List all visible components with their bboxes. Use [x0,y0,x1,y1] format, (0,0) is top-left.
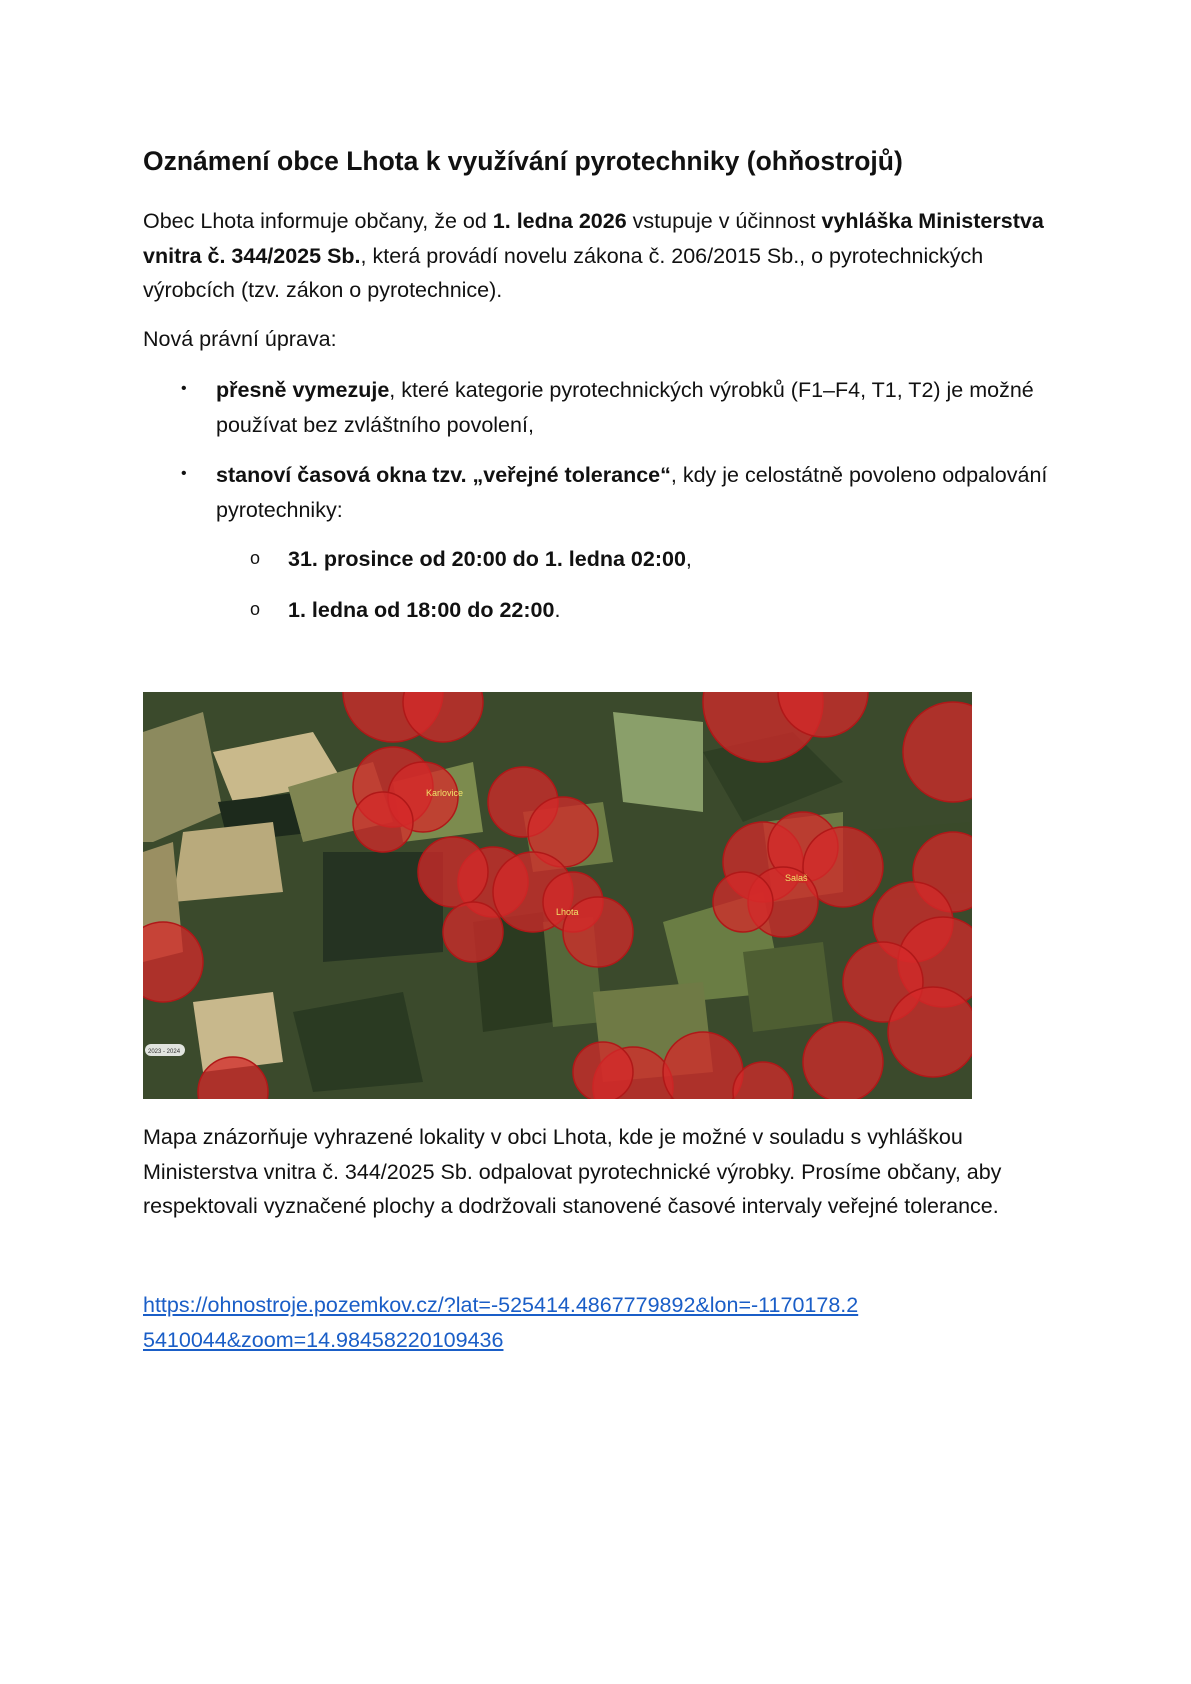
map-link[interactable]: https://ohnostroje.pozemkov.cz/?lat=-525414.4867779892&lon=-1170178.25410044&zoom=14.98458220109436 [143,1293,859,1352]
intro-decree: vyhláška Ministerstva vnitra č. 344/2025 Sb. [143,209,1044,268]
map-label-lhota: Lhota [556,907,579,917]
map-label-karlovice: Karlovice [426,788,464,798]
page-title: Oznámení obce Lhota k využívání pyrotechniky (ohňostrojů) [143,146,903,176]
list-item-bold: přesně vymezuje [216,378,390,402]
map-caption: Mapa znázorňuje vyhrazené lokality v obci Lhota, kde je možné v souladu s vyhláškou Ministerstva vnitra č. 344/2025 Sb. odpalovat pyrotechnické výrobky. Prosíme občany, aby respektovali vyznačené plochy a dodržovali stanovené časové intervaly veřejné tolerance. [143,1125,1002,1218]
intro-text-3: , která provádí novelu zákona č. 206/2015 Sb., o pyrotechnických výrobcích (tzv. zákon o pyrotechnice). [143,243,984,302]
list-item-text: , které kategorie pyrotechnických výrobků (F1–F4, T1, T2) je možné používat bez zvláštního povolení, [216,378,1034,437]
lead-text: Nová právní úprava: [143,327,337,351]
sub-list-item-bold: 1. ledna od 18:00 do 22:00 [288,598,555,622]
bullet-marker: • [181,465,187,482]
list-item-text: , kdy je celostátně povoleno odpalování pyrotechniky: [216,463,1048,522]
list-item [216,458,1076,527]
intro-date: 1. ledna 2026 [492,209,627,233]
map-image [143,692,972,1099]
sub-list-item [288,593,560,628]
sub-list-item-bold: 31. prosince od 20:00 do 1. ledna 02:00 [288,547,686,571]
bullet-marker: • [181,380,187,397]
intro-text-2: vstupuje v účinnost [626,209,822,233]
map-watermark: 2023 - 2024 [148,1049,181,1055]
sub-list-item-text: , [685,547,692,571]
list-item [216,373,1076,442]
intro-text-1: Obec Lhota informuje občany, že od [143,209,493,233]
map-label-salas: Salaš [785,873,808,883]
sub-bullet-marker: o [250,548,261,568]
sub-bullet-marker: o [250,599,261,619]
intro-paragraph [143,204,1073,308]
sub-list-item [288,542,692,577]
aerial-map [143,692,972,1099]
sub-list-item-text: . [554,598,561,622]
list-item-bold: stanoví časová okna tzv. „veřejné tolerance“ [216,463,671,487]
